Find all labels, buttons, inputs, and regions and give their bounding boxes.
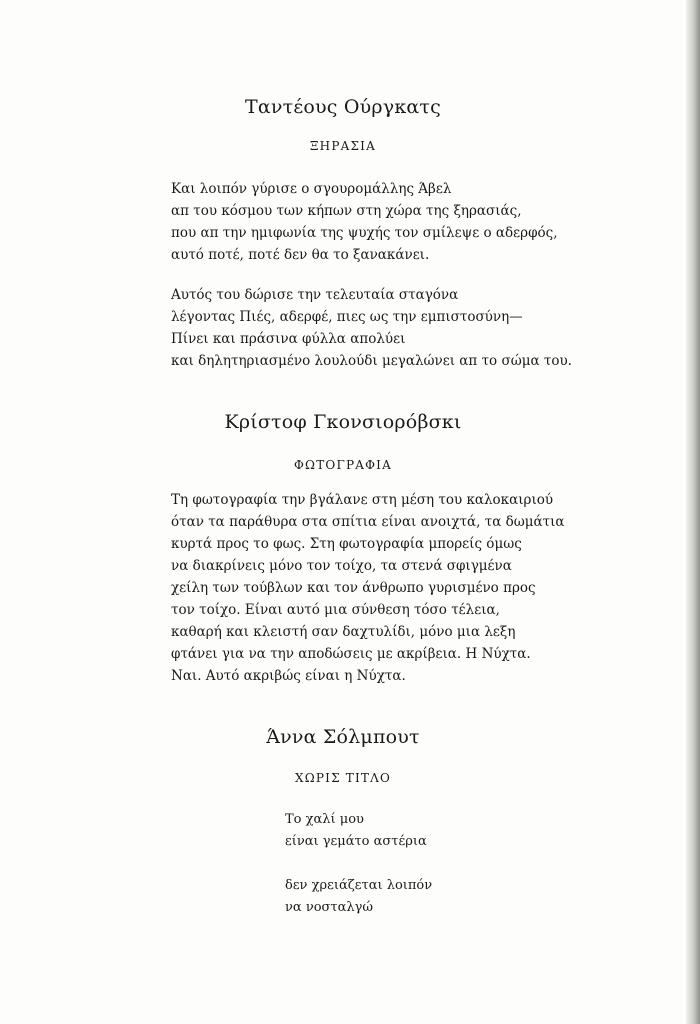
poem-line: να διακρίνεις μόνο τον τοίχο, τα στενά σφιγμένα xyxy=(171,558,512,574)
poem-stanza xyxy=(285,809,427,853)
poem-line: τον τοίχο. Είναι αυτό μια σύνθεση τόσο τέλεια, xyxy=(171,602,500,618)
poem-line: Το χαλί μου xyxy=(285,812,364,827)
author-heading: Άννα Σόλμπουτ xyxy=(266,726,420,748)
poem-line: φτάνει για να την αποδώσεις με ακρίβεια. Η Νύχτα. xyxy=(171,646,531,662)
poem-line: που απ την ημιφωνία της ψυχής τον σμίλεψε ο αδερφός, xyxy=(171,225,558,241)
poem-line: δεν χρειάζεται λοιπόν xyxy=(285,878,433,893)
poem-line: λέγοντας Πιές, αδερφέ, πιες ως την εμπιστοσύνη— xyxy=(171,309,523,325)
poem-line: όταν τα παράθυρα στα σπίτια είναι ανοιχτά, τα δωμάτια xyxy=(171,514,565,530)
poem-line: απ του κόσμου των κήπων στη χώρα της ξηρασιάς, xyxy=(171,203,522,219)
poem-line: να νοσταλγώ xyxy=(285,900,373,915)
poem-stanza xyxy=(285,875,432,919)
poem-stanza xyxy=(171,489,565,687)
poem-line: Και λοιπόν γύρισε ο σγουρομάλλης Άβελ xyxy=(171,181,452,197)
author-heading: Ταντέους Ούργκατς xyxy=(245,96,441,118)
page-edge-shadow xyxy=(686,0,700,1024)
poem-stanza xyxy=(171,284,572,372)
poem-line: καθαρή και κλειστή σαν δαχτυλίδι, μόνο μια λεξη xyxy=(171,624,516,640)
poem-line: και δηλητηριασμένο λουλούδι μεγαλώνει απ το σώμα του. xyxy=(171,353,572,369)
poem-line: Πίνει και πράσινα φύλλα απολύει xyxy=(171,331,406,347)
poem-title: ΞΗΡΑΣΙΑ xyxy=(310,139,376,153)
poem-line: Τη φωτογραφία την βγάλανε στη μέση του καλοκαιριού xyxy=(171,492,554,508)
poem-line: χείλη των τούβλων και τον άνθρωπο γυρισμένο προς xyxy=(171,580,536,596)
poem-stanza xyxy=(171,178,558,266)
poem-line: είναι γεμάτο αστέρια xyxy=(285,834,427,849)
poem-line: Αυτός του δώρισε την τελευταία σταγόνα xyxy=(171,287,459,303)
poem-line: Ναι. Αυτό ακριβώς είναι η Νύχτα. xyxy=(171,668,406,684)
poem-title: ΦΩΤΟΓΡΑΦΙΑ xyxy=(294,458,392,472)
poem-line: αυτό ποτέ, ποτέ δεν θα το ξανακάνει. xyxy=(171,247,430,263)
poem-title: ΧΩΡΙΣ ΤΙΤΛΟ xyxy=(294,771,392,785)
author-heading: Κρίστοφ Γκονσιορόβσκι xyxy=(224,411,462,433)
poem-line: κυρτά προς το φως. Στη φωτογραφία μπορείς όμως xyxy=(171,536,522,552)
